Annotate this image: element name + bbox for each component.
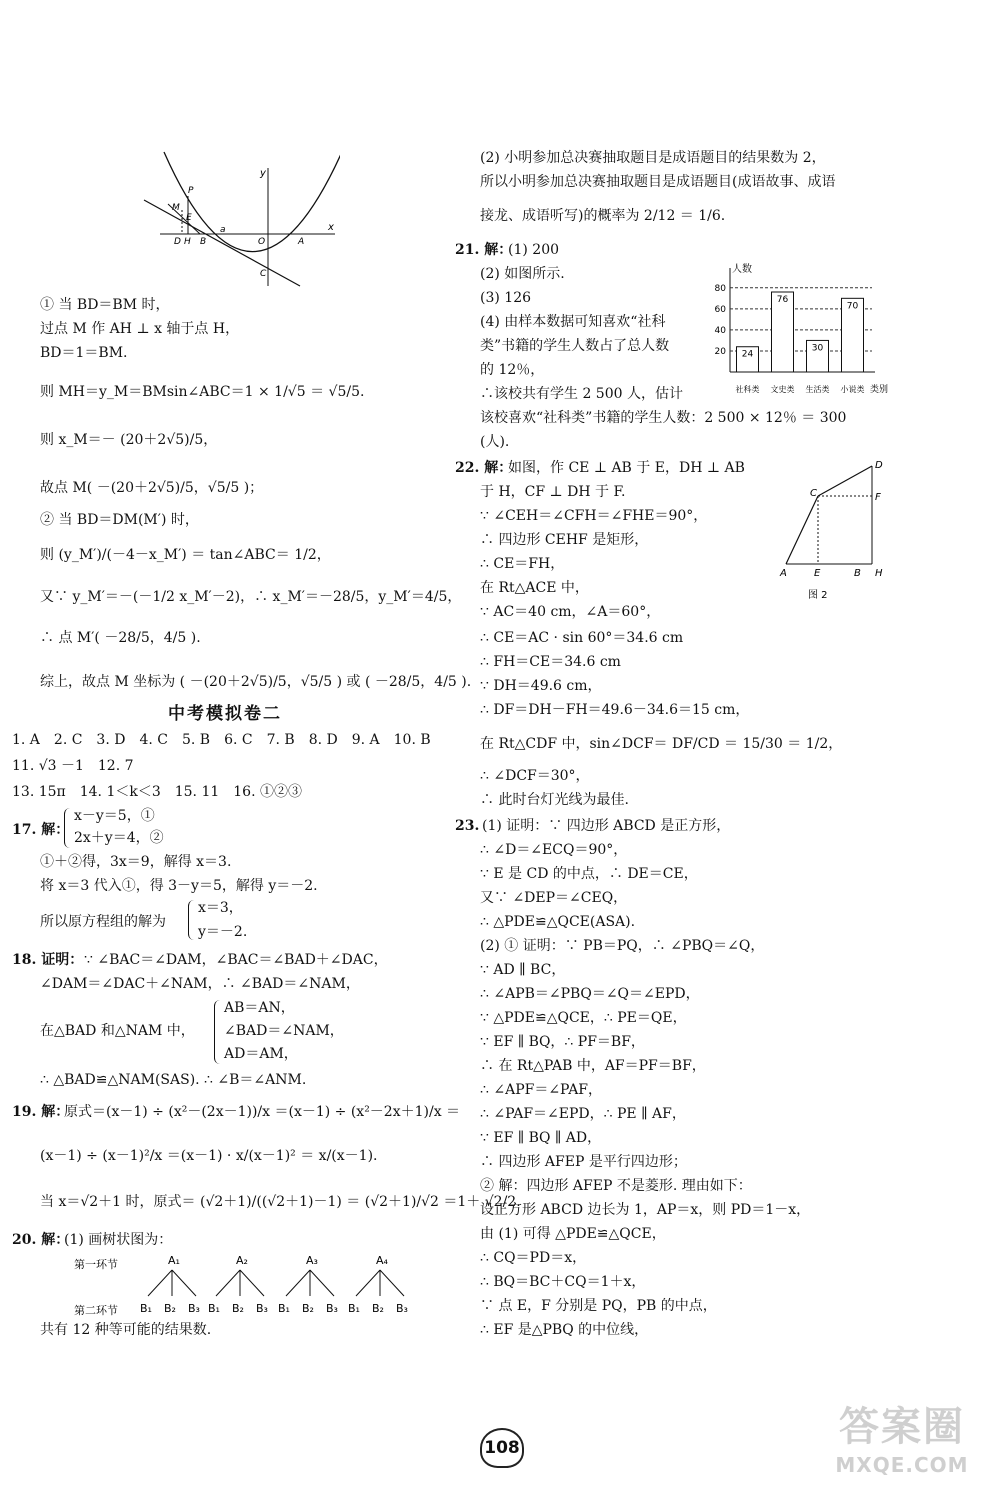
q22-line-11: ∴ DF＝DH－FH＝49.6－34.6＝15 cm， [480, 702, 750, 718]
section-title: 中考模拟卷二 [168, 704, 282, 724]
right-line-3: 接龙、成语听写)的概率为 2/12 ＝ 1/6. [480, 208, 726, 224]
q22-line-7: ∵ AC＝40 cm，∠A＝60°， [480, 604, 661, 620]
chart-category-label-4: 小说类 [840, 385, 865, 394]
q23-label: 23. [455, 818, 480, 834]
tree-node-a1: A₁ [168, 1254, 180, 1267]
q23-line-5: ∴ △PDE≌△QCE(ASA). [480, 914, 636, 930]
q23-line-18: 由 (1) 可得 △PDE≌△QCE， [480, 1226, 666, 1242]
q19-line-2: (x－1) ÷ (x－1)²/x ＝(x－1) · x/(x－1)² ＝ x/(x－1). [40, 1148, 378, 1164]
q22-line-3: ∵ ∠CEH＝∠CFH＝∠FHE＝90°， [480, 508, 708, 524]
graph-label-x: x [328, 222, 334, 233]
graph-label-b: B [200, 237, 207, 247]
q21-line-4: (4) 由样本数据可知喜欢“社科 [480, 314, 666, 330]
fig2-label-h: H [875, 568, 883, 579]
chart-data-label-3: 30 [811, 343, 824, 354]
tree-leaf: B₃ [256, 1302, 268, 1315]
fig2-label-b: B [854, 568, 861, 579]
q22-line-10: ∵ DH＝49.6 cm， [480, 678, 602, 694]
graph-label-h: H [184, 237, 191, 247]
q23-line-20: ∴ BQ＝BC＋CQ＝1＋x， [480, 1274, 646, 1290]
q19-line-3: 当 x＝√2＋1 时，原式＝ (√2＋1)/((√2＋1)－1) ＝ (√2＋1)/√2 ＝1＋ √2/2. [40, 1194, 521, 1210]
q22-line-14: ∴ 此时台灯光线为最佳. [480, 792, 629, 808]
q23-line-15: ∴ 四边形 AFEP 是平行四边形； [480, 1154, 687, 1170]
q22-line-12: 在 Rt△CDF 中，sin∠DCF＝ DF/CD ＝ 15/30 ＝ 1/2， [480, 736, 843, 752]
chart-ytick-label: 20 [714, 346, 726, 357]
q19-label: 19. 解： [12, 1104, 70, 1120]
left-line-5: 则 x_M＝－ (20＋2√5)/5， [40, 432, 218, 448]
graph-label-a: A [298, 237, 305, 247]
tree-leaf: B₂ [232, 1302, 244, 1315]
left-line-1: ① 当 BD＝BM 时， [40, 297, 170, 313]
q17-line-4: 将 x＝3 代入①，得 3－y＝5，解得 y＝－2. [40, 878, 318, 894]
left-line-2: 过点 M 作 AH ⊥ x 轴于点 H， [40, 321, 240, 337]
chart-ytick-label: 60 [714, 304, 726, 315]
q23-line-3: ∵ E 是 CD 的中点，∴ DE＝CE， [480, 866, 698, 882]
chart-ytick-label: 80 [714, 283, 726, 294]
q17-label: 17. 解： [12, 822, 70, 838]
q20-label: 20. 解： [12, 1232, 70, 1248]
q23-line-22: ∴ EF 是△PBQ 的中位线， [480, 1322, 649, 1338]
tree-leaf: B₁ [278, 1302, 290, 1315]
tree-leaf: B₃ [326, 1302, 338, 1315]
q22-line-2: 于 H，CF ⊥ DH 于 F. [480, 484, 626, 500]
q18-label: 18. 证明： [12, 952, 84, 968]
q18-line-6: AD＝AM， [224, 1046, 298, 1062]
fig2-label-f: F [875, 492, 881, 503]
left-line-6: 故点 M( －(20＋2√5)/5，√5/5 )； [40, 480, 264, 496]
fig2-caption: 图 2 [808, 590, 828, 601]
q23-line-16: ② 解：四边形 AFEP 不是菱形. 理由如下： [480, 1178, 752, 1194]
figure-2 [772, 456, 892, 606]
q18-line-7: ∴ △BAD≌△NAM(SAS). ∴ ∠B＝∠ANM. [40, 1072, 307, 1088]
left-line-11: 综上，故点 M 坐标为 ( －(20＋2√5)/5，√5/5 ) 或 ( －28/5，4/5 ). [40, 674, 472, 690]
left-line-10: ∴ 点 M′( －28/5，4/5 ). [40, 630, 201, 646]
answers-row-3: 13. 15π 14. 1＜k＜3 15. 11 16. ①②③ [12, 784, 302, 800]
chart-category-label-2: 文史类 [770, 385, 795, 394]
q23-line-17: 设正方形 ABCD 边长为 1，AP＝x，则 PD＝1－x， [480, 1202, 811, 1218]
q20-line-1: (1) 画树状图为： [64, 1232, 173, 1248]
q17-brace [64, 808, 73, 848]
tree-leaf: B₁ [208, 1302, 220, 1315]
q17-line-5: 所以原方程组的解为 [40, 914, 166, 930]
answers-row-1: 1. A 2. C 3. D 4. C 5. B 6. C 7. B 8. D 9. A 10. B [12, 732, 431, 748]
chart-category-label-3: 生活类 [805, 385, 830, 394]
tree-node-a2: A₂ [236, 1254, 248, 1267]
q22-line-1: 如图，作 CE ⊥ AB 于 E，DH ⊥ AB [508, 460, 745, 476]
chart-data-label-4: 70 [846, 301, 859, 312]
q23-line-1: (1) 证明：∵ 四边形 ABCD 是正方形， [482, 818, 731, 834]
chart-xlabel: 类别 [870, 385, 889, 395]
chart-ylabel: 人数 [732, 264, 752, 275]
tree-leaf: B₁ [348, 1302, 360, 1315]
chart-category-label-1: 社科类 [735, 385, 760, 394]
q18-line-2: ∠DAM＝∠DAC＋∠NAM，∴ ∠BAD＝∠NAM， [40, 976, 360, 992]
watermark-line-2: MXQE.COM [835, 1453, 969, 1477]
q18-line-5: ∠BAD＝∠NAM， [224, 1023, 344, 1039]
q23-line-19: ∴ CQ＝PD＝x， [480, 1250, 587, 1266]
q23-line-7: ∵ AD ∥ BC， [480, 962, 566, 978]
q22-line-6: 在 Rt△ACE 中， [480, 580, 589, 596]
q21-line-7: ∴该校共有学生 2 500 人，估计 [480, 386, 683, 402]
q23-line-21: ∵ 点 E，F 分别是 PQ，PB 的中点， [480, 1298, 717, 1314]
q18-brace [214, 1000, 223, 1064]
parabola-graph [140, 148, 340, 288]
graph-label-d: D [174, 237, 181, 247]
answers-row-2: 11. √3 －1 12. 7 [12, 758, 134, 774]
q23-line-4: 又∵ ∠DEP＝∠CEQ， [480, 890, 628, 906]
tree-leaf: B₃ [396, 1302, 408, 1315]
q20-line-2: 共有 12 种等可能的结果数. [40, 1322, 212, 1338]
q23-line-14: ∵ EF ∥ BQ ∥ AD， [480, 1130, 602, 1146]
q18-line-4: 在△BAD 和△NAM 中， [40, 1023, 195, 1039]
q17-line-3: ①＋②得，3x＝9，解得 x＝3. [40, 854, 232, 870]
tree-stage-1: 第一环节 [74, 1258, 118, 1271]
q23-line-11: ∴ 在 Rt△PAB 中，AF＝PF＝BF， [480, 1058, 706, 1074]
q17-line-7: y＝－2. [198, 924, 248, 940]
fig2-label-a: A [780, 568, 787, 579]
q22-line-4: ∴ 四边形 CEHF 是矩形， [480, 532, 649, 548]
q21-label: 21. 解： [455, 242, 513, 258]
tree-branch-3 [278, 1254, 338, 1315]
q23-line-6: (2) ① 证明：∵ PB＝PQ，∴ ∠PBQ＝∠Q， [480, 938, 765, 954]
graph-label-y: y [260, 168, 266, 179]
chart-ytick-label: 40 [714, 325, 726, 336]
chart-data-label-1: 24 [741, 349, 754, 360]
left-line-8: 则 (y_M′)/(－4－x_M′) ＝ tan∠ABC＝ 1/2， [40, 547, 331, 563]
tree-branch-1 [140, 1254, 200, 1315]
q17-brace-2 [188, 900, 197, 940]
q22-line-9: ∴ FH＝CE＝34.6 cm [480, 654, 621, 670]
graph-label-e: E [186, 213, 192, 223]
fig2-label-d: D [875, 460, 883, 471]
graph-label-c: C [260, 269, 267, 279]
q21-line-6: 的 12％， [480, 362, 545, 378]
q22-line-5: ∴ CE＝FH， [480, 556, 565, 572]
left-line-7: ② 当 BD＝DM(M′) 时， [40, 512, 199, 528]
q22-line-8: ∴ CE＝AC · sin 60°＝34.6 cm [480, 630, 684, 646]
q21-line-1: (1) 200 [508, 242, 560, 258]
tree-leaf: B₁ [140, 1302, 152, 1315]
q22-line-13: ∴ ∠DCF＝30°， [480, 768, 590, 784]
q23-line-12: ∴ ∠APF＝∠PAF， [480, 1082, 603, 1098]
fig2-label-c: C [810, 488, 817, 499]
tree-leaf: B₂ [302, 1302, 314, 1315]
fig2-label-e: E [814, 568, 821, 579]
q21-line-9: (人). [480, 434, 510, 450]
q19-line-1: 原式＝(x－1) ÷ (x²－(2x－1))/x ＝(x－1) ÷ (x²－2x＋1)/x ＝ [64, 1104, 461, 1120]
chart-data-label-2: 76 [776, 295, 789, 305]
watermark-logo [812, 1402, 992, 1488]
tree-node-a3: A₃ [306, 1254, 318, 1267]
q17-line-2: 2x＋y＝4，② [74, 830, 164, 846]
q18-line-1: ∵ ∠BAC＝∠DAM，∠BAC＝∠BAD＋∠DAC， [84, 952, 388, 968]
left-line-4: 则 MH＝y_M＝BMsin∠ABC＝1 × 1/√5 ＝ √5/5. [40, 384, 365, 400]
q23-line-9: ∵ △PDE≌△QCE，∴ PE＝QE， [480, 1010, 687, 1026]
q23-line-13: ∴ ∠PAF＝∠EPD，∴ PE ∥ AF， [480, 1106, 686, 1122]
watermark-line-1: 答案圈 [839, 1404, 965, 1450]
tree-stage-2: 第二环节 [74, 1304, 118, 1317]
q17-line-6: x＝3， [198, 900, 243, 916]
q17-line-1: x－y＝5，① [74, 808, 155, 824]
tree-branch-2 [208, 1254, 268, 1315]
page-number: 108 [480, 1428, 524, 1468]
graph-label-p: P [188, 186, 194, 196]
right-line-2: 所以小明参加总决赛抽取题目是成语题目(成语故事、成语 [480, 174, 836, 190]
q18-line-3: AB＝AN， [224, 1000, 295, 1016]
q21-line-5: 类”书籍的学生人数占了总人数 [480, 338, 670, 354]
tree-leaf: B₃ [188, 1302, 200, 1315]
q23-line-10: ∵ EF ∥ BQ，∴ PF＝BF， [480, 1034, 645, 1050]
right-line-1: (2) 小明参加总决赛抽取题目是成语题目的结果数为 2， [480, 150, 826, 166]
tree-diagram [70, 1250, 440, 1330]
q21-line-8: 该校喜欢“社科类”书籍的学生人数：2 500 × 12％ ＝ 300 [480, 410, 847, 426]
tree-node-a4: A₄ [376, 1254, 388, 1267]
graph-label-o: O [258, 237, 266, 247]
graph-label-a-small: a [220, 225, 226, 235]
q21-line-3: (3) 126 [480, 290, 532, 306]
q23-line-8: ∴ ∠APB＝∠PBQ＝∠Q＝∠EPD， [480, 986, 700, 1002]
q22-label: 22. 解： [455, 460, 513, 476]
tree-leaf: B₂ [372, 1302, 384, 1315]
left-line-3: BD＝1＝BM. [40, 345, 128, 361]
tree-leaf: B₂ [164, 1302, 176, 1315]
left-line-9: 又∵ y_M′＝－(－1/2 x_M′－2)，∴ x_M′＝－28/5，y_M′＝4/5， [40, 589, 462, 605]
tree-branch-4 [348, 1254, 408, 1315]
graph-label-m: M [172, 203, 180, 213]
bar-chart [700, 258, 890, 398]
q21-line-2: (2) 如图所示. [480, 266, 565, 282]
q23-line-2: ∴ ∠D＝∠ECQ＝90°， [480, 842, 628, 858]
